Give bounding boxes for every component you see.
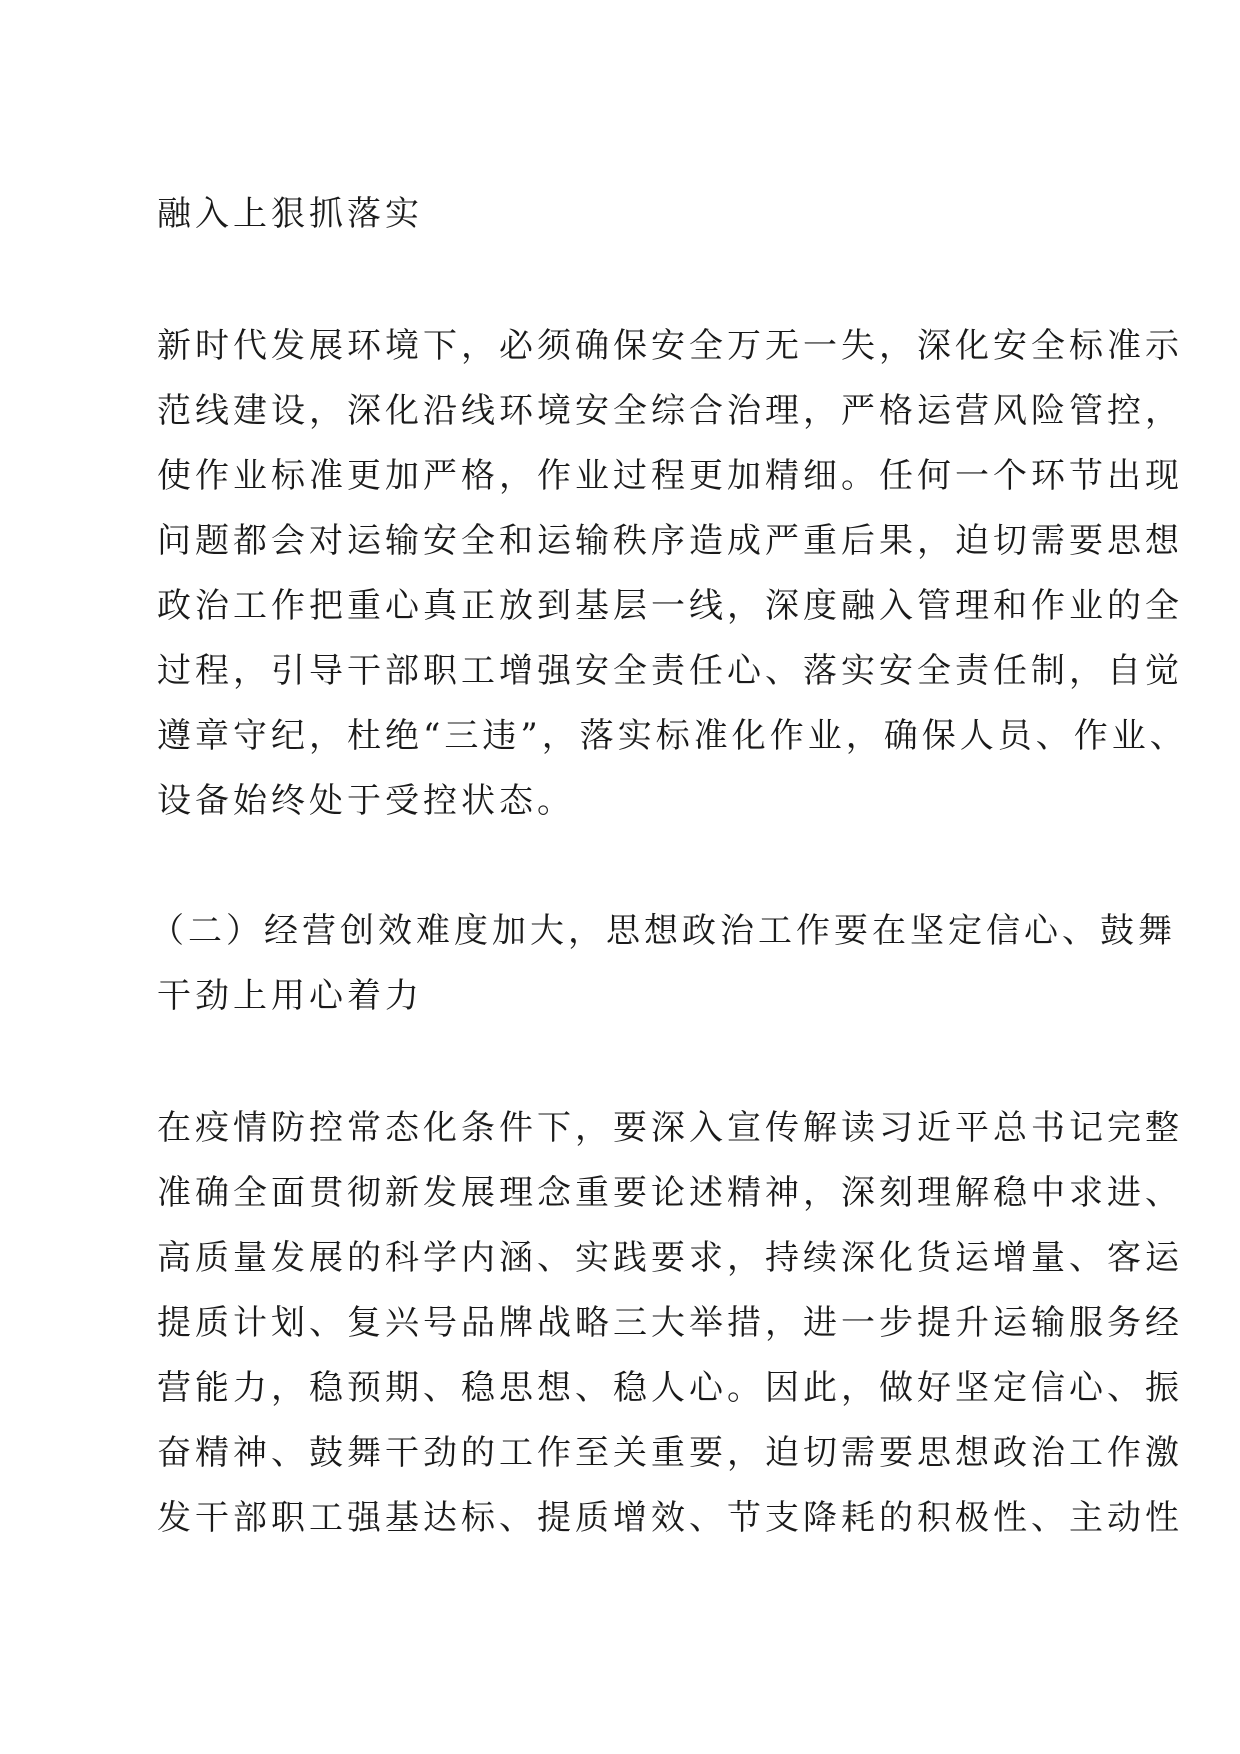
paragraph-line: 使作业标准更加严格，作业过程更加精细。任何一个环节出现 (157, 456, 1183, 496)
paragraph-line: 新时代发展环境下，必须确保安全万无一失，深化安全标准示 (157, 326, 1183, 366)
paragraph-line: 遵章守纪，杜绝“三违”，落实标准化作业，确保人员、作业、 (157, 716, 1188, 756)
paragraph-line: 过程，引导干部职工增强安全责任心、落实安全责任制，自觉 (157, 651, 1183, 691)
paragraph-line: 准确全面贯彻新发展理念重要论述精神，深刻理解稳中求进、 (157, 1173, 1183, 1213)
paragraph-line: 范线建设，深化沿线环境安全综合治理，严格运营风险管控， (157, 391, 1183, 431)
paragraph-line: 在疫情防控常态化条件下，要深入宣传解读习近平总书记完整 (157, 1108, 1183, 1148)
section-heading-line: （二）经营创效难度加大，思想政治工作要在坚定信心、鼓舞 (150, 911, 1176, 951)
section-heading-line: 干劲上用心着力 (157, 976, 423, 1016)
heading-tail: 融入上狠抓落实 (157, 194, 423, 234)
paragraph-line: 营能力，稳预期、稳思想、稳人心。因此，做好坚定信心、振 (157, 1368, 1183, 1408)
paragraph-line: 设备始终处于受控状态。 (157, 781, 575, 821)
paragraph-line: 奋精神、鼓舞干劲的工作至关重要，迫切需要思想政治工作激 (157, 1433, 1183, 1473)
paragraph-line: 问题都会对运输安全和运输秩序造成严重后果，迫切需要思想 (157, 521, 1183, 561)
paragraph-line: 政治工作把重心真正放到基层一线，深度融入管理和作业的全 (157, 586, 1183, 626)
paragraph-line: 发干部职工强基达标、提质增效、节支降耗的积极性、主动性 (157, 1498, 1183, 1538)
paragraph-line: 高质量发展的科学内涵、实践要求，持续深化货运增量、客运 (157, 1238, 1183, 1278)
paragraph-line: 提质计划、复兴号品牌战略三大举措，进一步提升运输服务经 (157, 1303, 1183, 1343)
